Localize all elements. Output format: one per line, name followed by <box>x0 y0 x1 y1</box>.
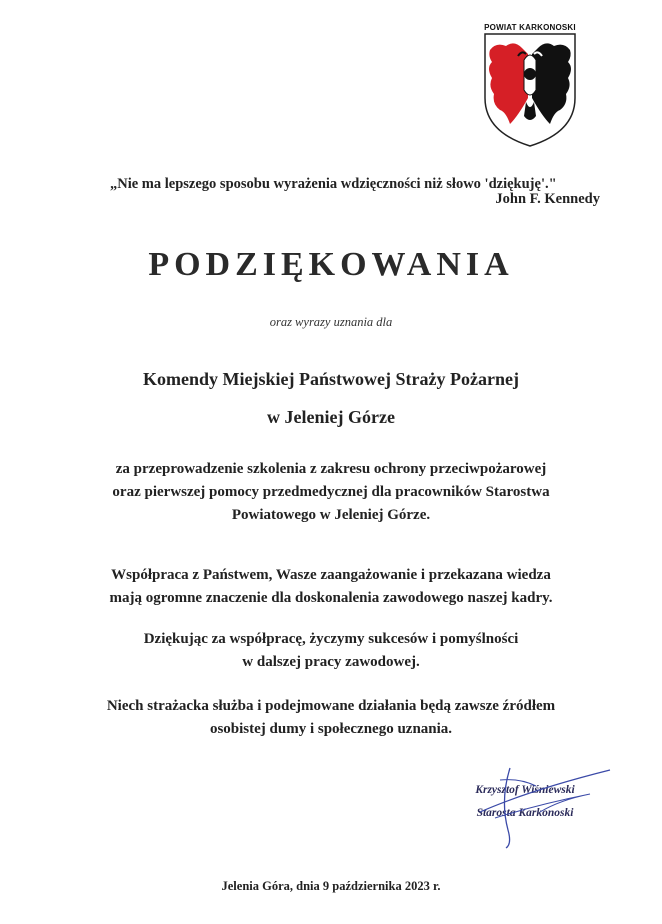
document-subtitle: oraz wyrazy uznania dla <box>269 315 393 329</box>
paragraph-line: w dalszej pracy zawodowej. <box>242 654 420 670</box>
paragraph-service <box>20 695 642 741</box>
place-and-date: Jelenia Góra, dnia 9 października 2023 r. <box>221 879 441 893</box>
signature-block <box>440 760 630 850</box>
crest-title: POWIAT KARKONOSKI <box>484 23 576 32</box>
quote-text: „Nie ma lepszego sposobu wyrażenia wdzięczności niż słowo 'dziękuję'." <box>110 176 557 192</box>
handwritten-signature-icon <box>440 760 630 850</box>
document-title: PODZIĘKOWANIA <box>148 246 514 283</box>
paragraph-line: Powiatowego w Jeleniej Górze. <box>231 507 431 523</box>
signatory-role: Starosta Karkonoski <box>476 807 574 819</box>
paragraph-line: za przeprowadzenie szkolenia z zakresu ochrony przeciwpożarowej <box>115 461 547 477</box>
paragraph-line: osobistej dumy i społecznego uznania. <box>209 721 453 737</box>
paragraph-cooperation <box>20 564 642 610</box>
paragraph-line: Dziękując za współpracę, życzymy sukcesów i pomyślności <box>143 631 519 647</box>
paragraph-line: oraz pierwszej pomocy przedmedycznej dla pracowników Starostwa <box>112 484 550 500</box>
signatory-name: Krzysztof Wiśniewski <box>475 784 575 796</box>
recipient-line-1: Komendy Miejskiej Państwowej Straży Pożarnej <box>143 369 519 389</box>
paragraph-wishes <box>20 628 642 674</box>
recipient-line-2: w Jeleniej Górze <box>267 407 395 427</box>
paragraph-training <box>20 458 642 527</box>
paragraph-line: mają ogromne znaczenie dla doskonalenia zawodowego naszej kadry. <box>109 590 553 606</box>
paragraph-line: Współpraca z Państwem, Wasze zaangażowanie i przekazana wiedza <box>111 567 551 583</box>
paragraph-line: Niech strażacka służba i podejmowane działania będą zawsze źródłem <box>106 698 556 714</box>
quote-author: John F. Kennedy <box>495 191 600 207</box>
coat-of-arms-shield-icon <box>480 20 580 150</box>
coat-of-arms <box>480 20 580 150</box>
